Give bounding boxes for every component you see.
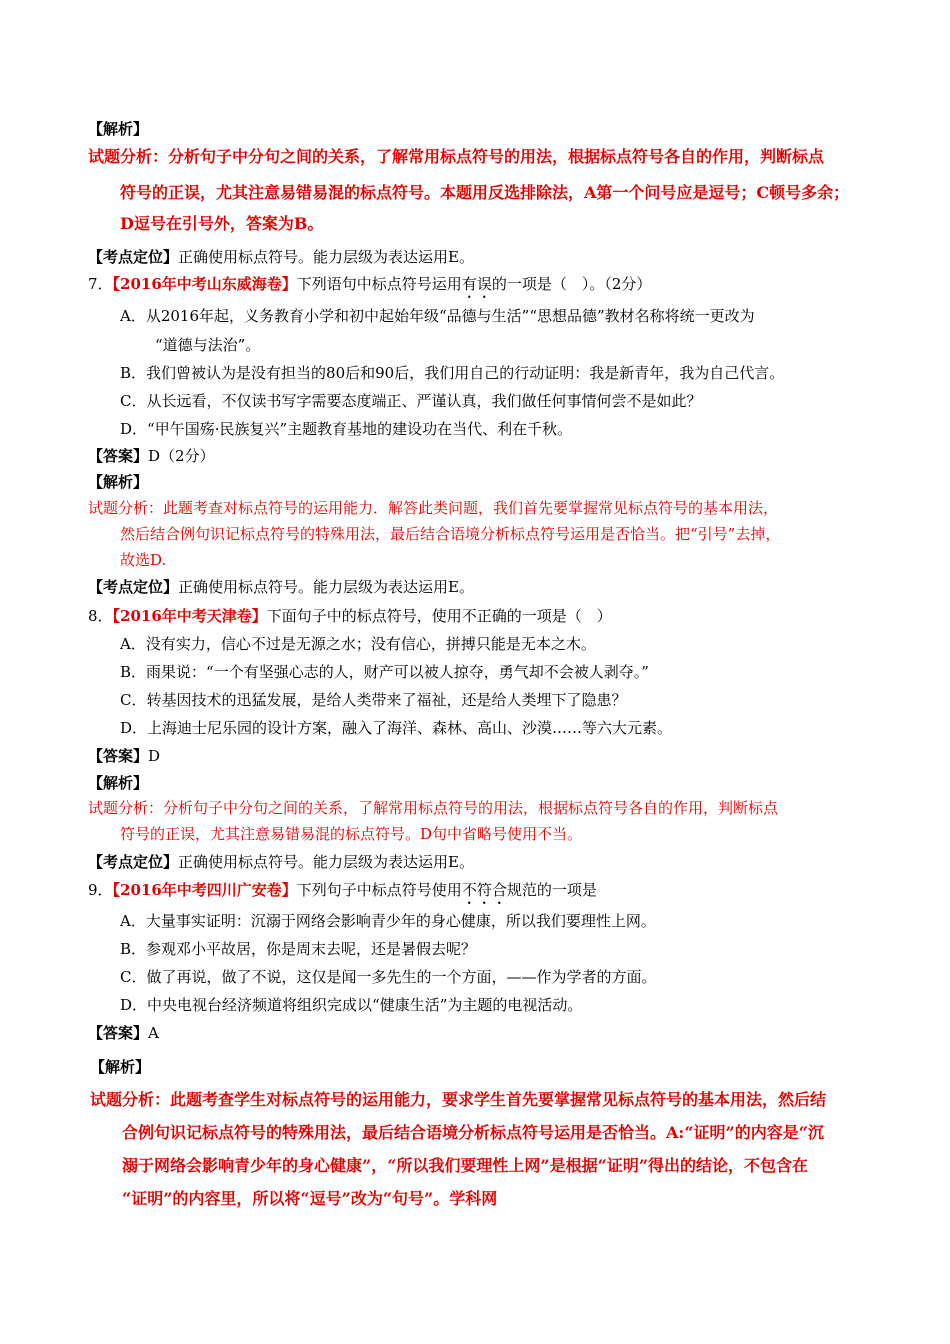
kaodian-label: 【考点定位】 bbox=[88, 578, 179, 596]
kaodian-text: 正确使用标点符号。能力层级为表达运用E。 bbox=[178, 248, 474, 266]
kaodian-text: 正确使用标点符号。能力层级为表达运用E。 bbox=[178, 853, 474, 871]
option-d: D．中央电视台经济频道将组织完成以“健康生活”为主题的电视活动。 bbox=[120, 996, 583, 1014]
jiexi-heading: 【解析】 bbox=[88, 774, 149, 792]
stem-text: 的一项是（ ）。（2分） bbox=[491, 275, 652, 293]
analysis-line: 溺于网络会影响青少年的身心健康”，“所以我们要理性上网”是根据“证明”得出的结论，不包含在 bbox=[122, 1156, 809, 1175]
stem-emphasis: 不符合 bbox=[461, 881, 507, 899]
answer-label: 【答案】 bbox=[88, 747, 149, 765]
jiexi-heading: 【解析】 bbox=[88, 473, 149, 491]
option-c: C．做了再说，做了不说，这仅是闻一多先生的一个方面，——作为学者的方面。 bbox=[120, 968, 657, 986]
analysis-line: 合例句识记标点符号的特殊用法，最后结合语境分析标点符号运用是否恰当。A:“证明”的内容是“沉 bbox=[122, 1123, 824, 1142]
analysis-line: “证明”的内容里，所以将“逗号”改为“句号”。学科网 bbox=[122, 1189, 498, 1208]
option-b: B．雨果说：“一个有坚强心志的人，财产可以被人掠夺，勇气却不会被人剥夺。” bbox=[120, 663, 649, 681]
option-a: A．大量事实证明：沉溺于网络会影响青少年的身心健康，所以我们要理性上网。 bbox=[120, 912, 656, 930]
option-b: B．我们曾被认为是没有担当的80后和90后，我们用自己的行动证明：我是新青年，我为自己代言。 bbox=[120, 364, 785, 382]
kaodian-line bbox=[88, 576, 474, 598]
option-a: A．没有实力，信心不过是无源之水；没有信心，拼搏只能是无本之木。 bbox=[120, 635, 596, 653]
stem-text: 下列语句中标点符号运用 bbox=[296, 275, 462, 293]
stem-text: 规范的一项是 bbox=[506, 881, 597, 899]
answer-line bbox=[88, 1022, 159, 1044]
analysis-line: 试题分析：此题考查学生对标点符号的运用能力，要求学生首先要掌握常见标点符号的基本用法，然后结 bbox=[90, 1090, 827, 1109]
kaodian-label: 【考点定位】 bbox=[88, 853, 179, 871]
analysis-line: 试题分析：分析句子中分句之间的关系，了解常用标点符号的用法，根据标点符号各自的作用，判断标点 bbox=[88, 147, 825, 166]
kaodian-line bbox=[88, 851, 474, 873]
analysis-line: 符号的正误，尤其注意易错易混的标点符号。本题用反选排除法，A第一个问号应是逗号；C顿号多余； bbox=[120, 183, 850, 202]
kaodian-line bbox=[88, 246, 474, 268]
kaodian-label: 【考点定位】 bbox=[88, 248, 179, 266]
analysis-line: D逗号在引号外，答案为B。 bbox=[120, 214, 324, 233]
option-a: A．从2016年起，义务教育小学和初中起始年级“品德与生活”“思想品德”教材名称将统一更改为 bbox=[120, 307, 755, 325]
analysis-line: 试题分析：此题考查对标点符号的运用能力．解答此类问题，我们首先要掌握常见标点符号的基本用法， bbox=[88, 499, 779, 517]
option-a-cont: “道德与法治”。 bbox=[155, 336, 261, 354]
stem-text: 下面句子中的标点符号，使用不正确的一项是（ ） bbox=[266, 607, 612, 625]
option-b: B．参观邓小平故居，你是周末去呢，还是暑假去呢？ bbox=[120, 940, 477, 958]
answer-label: 【答案】 bbox=[88, 1024, 149, 1042]
question-source: 【2016年中考天津卷】 bbox=[112, 607, 267, 625]
option-c: C．从长远看，不仅读书写字需要态度端正、严谨认真，我们做任何事情何尝不是如此？ bbox=[120, 392, 702, 410]
option-d: D．上海迪士尼乐园的设计方案，融入了海洋、森林、高山、沙漠……等六大元素。 bbox=[120, 719, 673, 737]
question-number: 9． bbox=[88, 881, 113, 899]
analysis-line: 试题分析：分析句子中分句之间的关系，了解常用标点符号的用法，根据标点符号各自的作用，判断标点 bbox=[88, 799, 779, 817]
kaodian-text: 正确使用标点符号。能力层级为表达运用E。 bbox=[178, 578, 474, 596]
answer-value: D bbox=[148, 747, 161, 765]
option-c: C．转基因技术的迅猛发展，是给人类带来了福祉，还是给人类埋下了隐患？ bbox=[120, 691, 627, 709]
question-7-stem bbox=[88, 273, 651, 302]
question-number: 8． bbox=[88, 607, 113, 625]
analysis-line: 符号的正误，尤其注意易错易混的标点符号。D句中省略号使用不当。 bbox=[120, 825, 583, 843]
question-8-stem bbox=[88, 605, 612, 627]
analysis-line: 故选D. bbox=[120, 551, 167, 569]
option-d: D．“甲午国殇·民族复兴”主题教育基地的建设功在当代、利在千秋。 bbox=[120, 420, 573, 438]
answer-label: 【答案】 bbox=[88, 447, 149, 465]
answer-line bbox=[88, 445, 215, 467]
answer-value: D（2分） bbox=[148, 447, 215, 465]
stem-emphasis: 有误 bbox=[461, 275, 492, 293]
question-number: 7． bbox=[88, 275, 113, 293]
stem-text: 下列句子中标点符号使用 bbox=[296, 881, 462, 899]
jiexi-heading: 【解析】 bbox=[88, 120, 149, 138]
question-source: 【2016年中考四川广安卷】 bbox=[112, 881, 297, 899]
answer-line bbox=[88, 745, 160, 767]
jiexi-heading: 【解析】 bbox=[90, 1058, 151, 1076]
question-9-stem bbox=[88, 879, 597, 908]
answer-value: A bbox=[148, 1024, 159, 1042]
analysis-line: 然后结合例句识记标点符号的特殊用法，最后结合语境分析标点符号运用是否恰当。把“引号”去掉， bbox=[120, 525, 781, 543]
question-source: 【2016年中考山东威海卷】 bbox=[112, 275, 297, 293]
